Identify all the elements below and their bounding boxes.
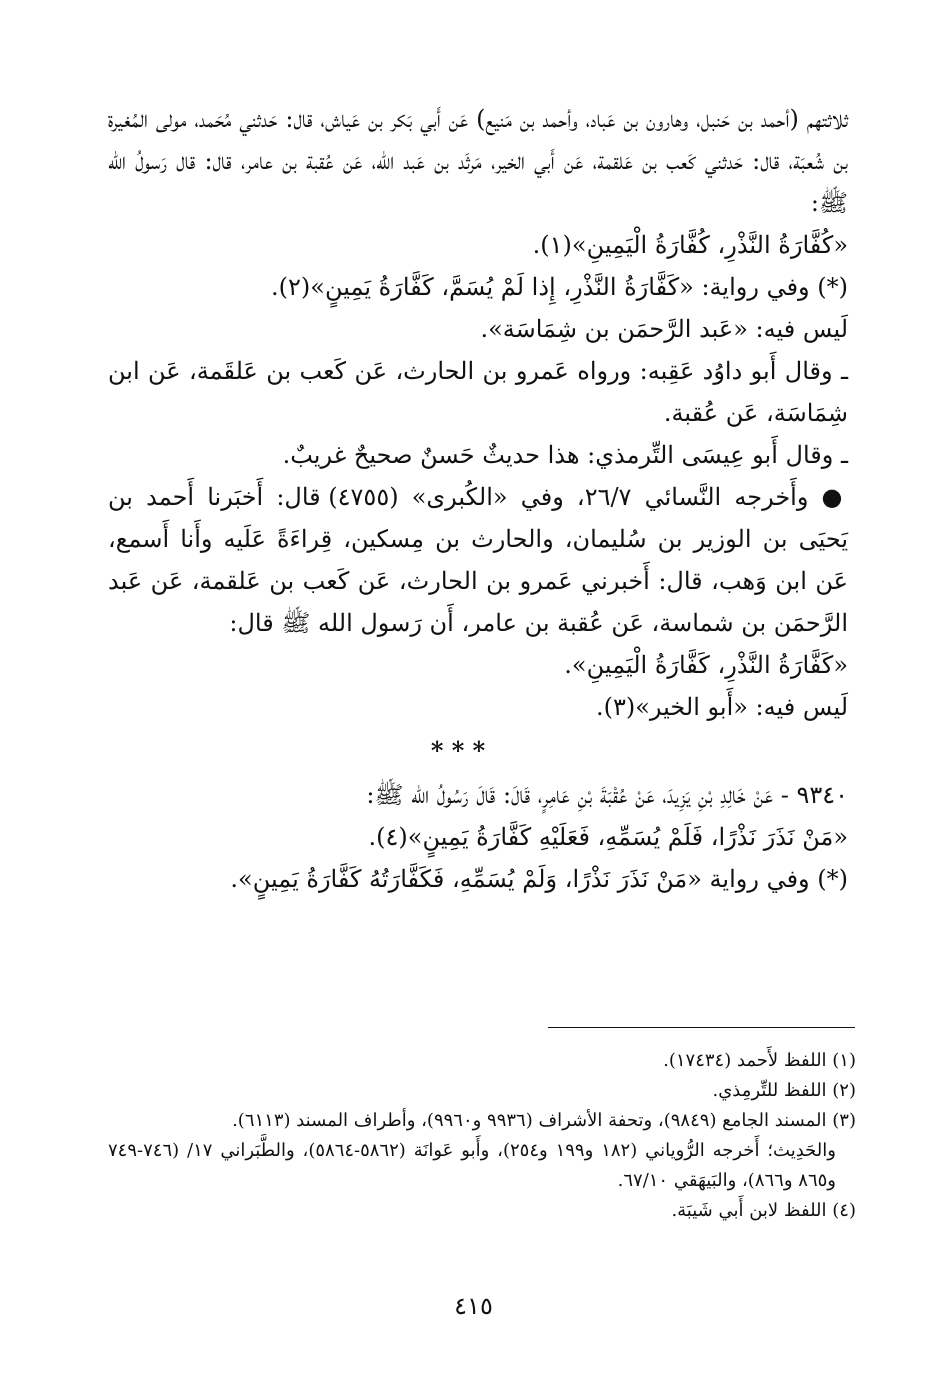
section-separator: * * * <box>430 736 486 765</box>
hadith-quote: «كُفَّارَةُ النَّذْرِ، كُفَّارَةُ الْيَمِينِ»(١). <box>532 231 848 259</box>
variant-narration: (*) وفي رواية «مَنْ نَذَرَ نَذْرًا، وَلَمْ يُسَمِّهِ، فَكَفَّارَتُهُ كَفَّارَةُ يَمِينٍ». <box>230 865 848 893</box>
variant-narration: (*) وفي رواية: «كَفَّارَةُ النَّذْرِ، إِذا لَمْ يُسَمَّ، كَفَّارَةُ يَمِينٍ»(٢). <box>271 273 848 301</box>
text-paragraph: ● وأَخرجه النَّسائي ٢٦/٧، وفي «الكُبرى» (٤٧٥٥) قال: أَخبَرنا أَحمد بن يَحيَى بن الوزير بن سُليمان، والحارث بن مِسكين، قِراءَةً عَلَيه وأَنا أَسمع، عَن ابن وَهب، قال: أَخبرني عَمرو بن الحارث، عَن كَعب بن عَلقمة، عَن عَبد الرَّحمَن بن شماسة، عَن عُقبة بن عامر، أَن رَسول الله ﷺ قال: <box>108 483 849 637</box>
text-paragraph: لَيس فيه: «عَبد الرَّحمَن بن شِمَاسَة». <box>480 315 848 343</box>
text-paragraph: ـ وقال أَبو عِيسَى التِّرمذي: هذا حديثٌ حَسنٌ صحيحٌ غريبٌ. <box>282 441 848 469</box>
text-paragraph: ثلاثتهم (أحمد بن حَنبل، وهارون بن عَباد، وأحمد بن مَنيع) عَن أَبي بَكر بن عَياش، قال: حَدثني مُحَمد، مولى المُغيرة بن شُعبَة، قال: حَدثني كَعب بن عَلقمة، عَن أَبي الخير، مَرثَد بن عَبد الله، عَن عُقبة بن عامر، قال: قال رَسولُ الله ﷺ: <box>108 105 848 217</box>
footnote: (٣) المسند الجامع (٩٨٤٩)، وتحفة الأشراف (٩٩٣٦ و٩٩٦٠)، وأطراف المسند (٦١١٣). <box>232 1110 856 1131</box>
page-number: ٤١٥ <box>454 1292 493 1320</box>
main-text <box>108 98 848 900</box>
footnotes <box>108 1046 856 1226</box>
text-paragraph: لَيس فيه: «أَبو الخير»(٣). <box>595 693 848 721</box>
footnote: (٤) اللفظ لابن أَبي شَيبَة. <box>671 1200 856 1221</box>
hadith-quote: «مَنْ نَذَرَ نَذْرًا، فَلَمْ يُسَمِّهِ، فَعَلَيْهِ كَفَّارَةُ يَمِينٍ»(٤). <box>368 823 848 851</box>
footnote-divider <box>548 1027 855 1028</box>
hadith-quote: «كَفَّارَةُ النَّذْرِ، كَفَّارَةُ الْيَمِينِ». <box>564 651 848 679</box>
footnote: (٢) اللفظ للتِّرمِذي. <box>712 1080 856 1101</box>
footnote: (١) اللفظ لأَحمد (١٧٤٣٤). <box>663 1050 856 1071</box>
text-paragraph: ـ وقال أَبو داوُد عَقِبه: ورواه عَمرو بن الحارث، عَن كَعب بن عَلقَمة، عَن ابن شِمَاسَة، عَن عُقبة. <box>108 357 848 427</box>
hadith-heading: ٩٣٤٠ - عَنْ خَالِدِ بْنِ يَزِيدَ، عَنْ عُقْبَةَ بْنِ عَامِرٍ، قَالَ: قَالَ رَسُولُ الله ﷺ: <box>366 781 848 809</box>
footnote-continuation: والحَدِيث؛ أَخرجه الرُّوياني (١٨٢ و١٩٩ و٢٥٤)، وأَبو عَوانَة (٥٨٦٢-٥٨٦٤)، والطَّبَراني ١٧/ (٧٤٦-٧٤٩ و٨٦٥ و٨٦٦)، والبَيهَقي ٦٧/١٠. <box>108 1140 836 1191</box>
